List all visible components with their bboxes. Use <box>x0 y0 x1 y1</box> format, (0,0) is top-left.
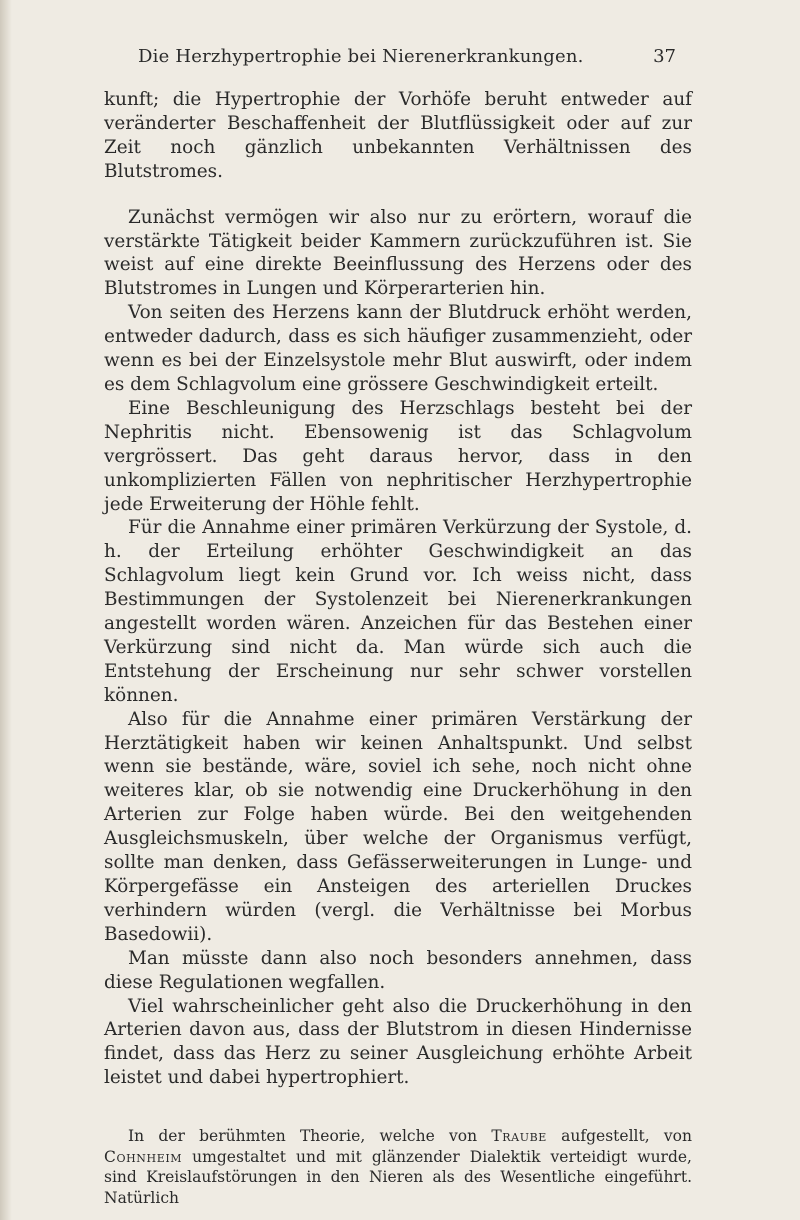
paragraph-8: Viel wahrscheinlicher geht also die Druckerhöhung in den Arterien davon aus, dass der Blutstrom in diesen Hindernisse findet, dass das Herz zu seiner Ausgleichung erhöhte Arbeit leistet und dabei hypertrophiert. <box>104 995 692 1089</box>
footnote <box>104 1126 692 1208</box>
running-title: Die Herzhypertrophie bei Nierenerkrankungen. <box>138 46 584 67</box>
footnote-text-1: In der berühmten Theorie, welche von <box>128 1127 492 1145</box>
footnote-name-cohnheim: Cohnheim <box>104 1147 183 1166</box>
paragraph-2: Zunächst vermögen wir also nur zu erörtern, worauf die verstärkte Tätigkeit beider Kammern zurückzuführen ist. Sie weist auf eine direkte Beeinflussung des Herzens oder des Blutstromes in Lungen und Körperarterien hin. <box>104 206 692 300</box>
paragraph-3: Von seiten des Herzens kann der Blutdruck erhöht werden, entweder dadurch, dass es sich häufiger zusammenzieht, oder wenn es bei der Einzelsystole mehr Blut auswirft, oder indem es dem Schlagvolum eine grössere Geschwindigkeit erteilt. <box>104 302 692 395</box>
footnote-name-traube: Traube <box>491 1127 547 1145</box>
main-text <box>104 88 692 1090</box>
paragraph-6: Also für die Annahme einer primären Verstärkung der Herztätigkeit haben wir keinen Anhaltspunkt. Und selbst wenn sie bestände, wäre, soviel ich sehe, noch nicht ohne weiteres klar, ob sie notwendig eine Druckerhöhung in den Arterien zur Folge haben würde. Bei den weitgehenden Ausgleichsmuskeln, über welche der Organismus verfügt, sollte man denken, dass Gefässerweiterungen in Lunge- und Körpergefässe ein Ansteigen des arteriellen Druckes verhindern würden (vergl. die Verhältnisse bei Morbus Basedowii). <box>104 708 692 945</box>
page-number: 37 <box>653 46 676 67</box>
footnote-text-2: aufgestellt, von <box>546 1127 692 1145</box>
paragraph-7: Man müsste dann also noch besonders annehmen, dass diese Regulationen wegfallen. <box>104 947 692 993</box>
page-edge-shadow <box>0 0 12 1220</box>
paragraph-5: Für die Annahme einer primären Verkürzung der Systole, d. h. der Erteilung erhöhter Geschwindigkeit an das Schlagvolum liegt kein Grund vor. Ich weiss nicht, dass Bestimmungen der Systolenzeit bei Nierenerkrankungen angestellt worden wären. Anzeichen für das Bestehen einer Verkürzung sind nicht da. Man würde sich auch die Entstehung der Erscheinung nur sehr schwer vorstellen können. <box>104 517 692 706</box>
paragraph-4: Eine Beschleunigung des Herzschlags besteht bei der Nephritis nicht. Ebensowenig ist das Schlagvolum vergrössert. Das geht daraus hervor, dass in den unkomplizierten Fällen von nephritischer Herzhypertrophie jede Erweiterung der Höhle fehlt. <box>104 397 692 515</box>
paragraph-1: kunft; die Hypertrophie der Vorhöfe beruht entweder auf veränderter Beschaffenheit der Blutflüssigkeit oder auf zur Zeit noch gänzlich unbekannten Verhältnissen des Blutstromes. <box>104 89 692 182</box>
footnote-text-3: umgestaltet und mit glänzender Dialektik verteidigt wurde, sind Kreislaufstörungen in den Nieren als des Wesentliche eingeführt. Natürlich <box>104 1147 692 1207</box>
